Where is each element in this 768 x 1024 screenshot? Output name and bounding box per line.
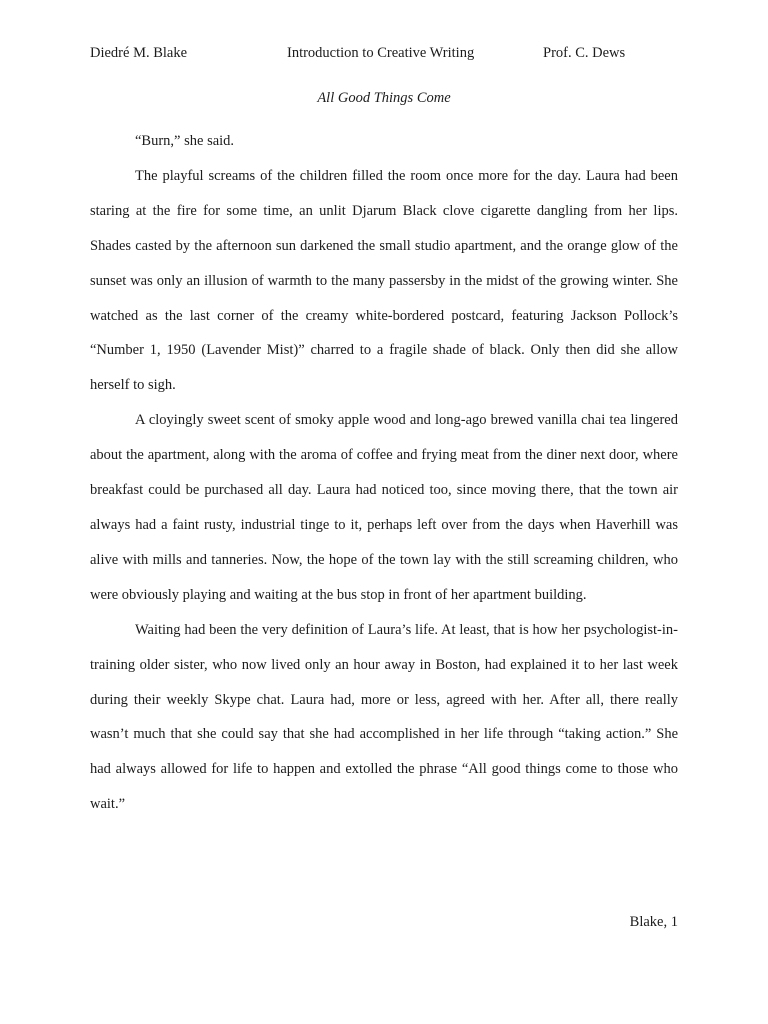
story-title: All Good Things Come [317, 90, 451, 106]
header-course: Introduction to Creative Writing [287, 45, 475, 61]
page-header [0, 45, 768, 65]
story-body [90, 124, 678, 822]
header-author: Diedré M. Blake [90, 45, 188, 61]
paragraph-2: The playful screams of the children filled the room once more for the day. Laura had been staring at the fire for some time, an unlit Djarum Black clove cigarette dangling from her lips. Shades casted by the afternoon sun darkened the small studio apartment, and the orange glow of the sunset was only an illusion of warmth to the many passersby in the midst of the growing winter. She watched as the last corner of the creamy white-bordered postcard, featuring Jackson Pollock’s “Number 1, 1950 (Lavender Mist)” charred to a fragile shade of black. Only then did she allow herself to sigh. [90, 167, 678, 394]
paragraph-4: Waiting had been the very definition of Laura’s life. At least, that is how her psychologist-in-training older sister, who now lived only an hour away in Boston, had explained it to her last week during their weekly Skype chat. Laura had, more or less, agreed with her. After all, there really wasn’t much that she could say that she had accomplished in her life through “taking action.” She had always allowed for life to happen and extolled the phrase “All good things come to those who wait.” [90, 621, 678, 813]
header-professor: Prof. C. Dews [543, 45, 626, 61]
paragraph-1: “Burn,” she said. [135, 133, 235, 149]
paragraph-3: A cloyingly sweet scent of smoky apple wood and long-ago brewed vanilla chai tea lingered about the apartment, along with the aroma of coffee and frying meat from the diner next door, where breakfast could be purchased all day. Laura had noticed too, since moving there, that the town air always had a faint rusty, industrial tinge to it, perhaps left over from the days when Haverhill was alive with mills and tanneries. Now, the hope of the town lay with the still screaming children, who were obviously playing and waiting at the bus stop in front of her apartment building. [90, 412, 678, 603]
page-footer: Blake, 1 [629, 914, 678, 930]
